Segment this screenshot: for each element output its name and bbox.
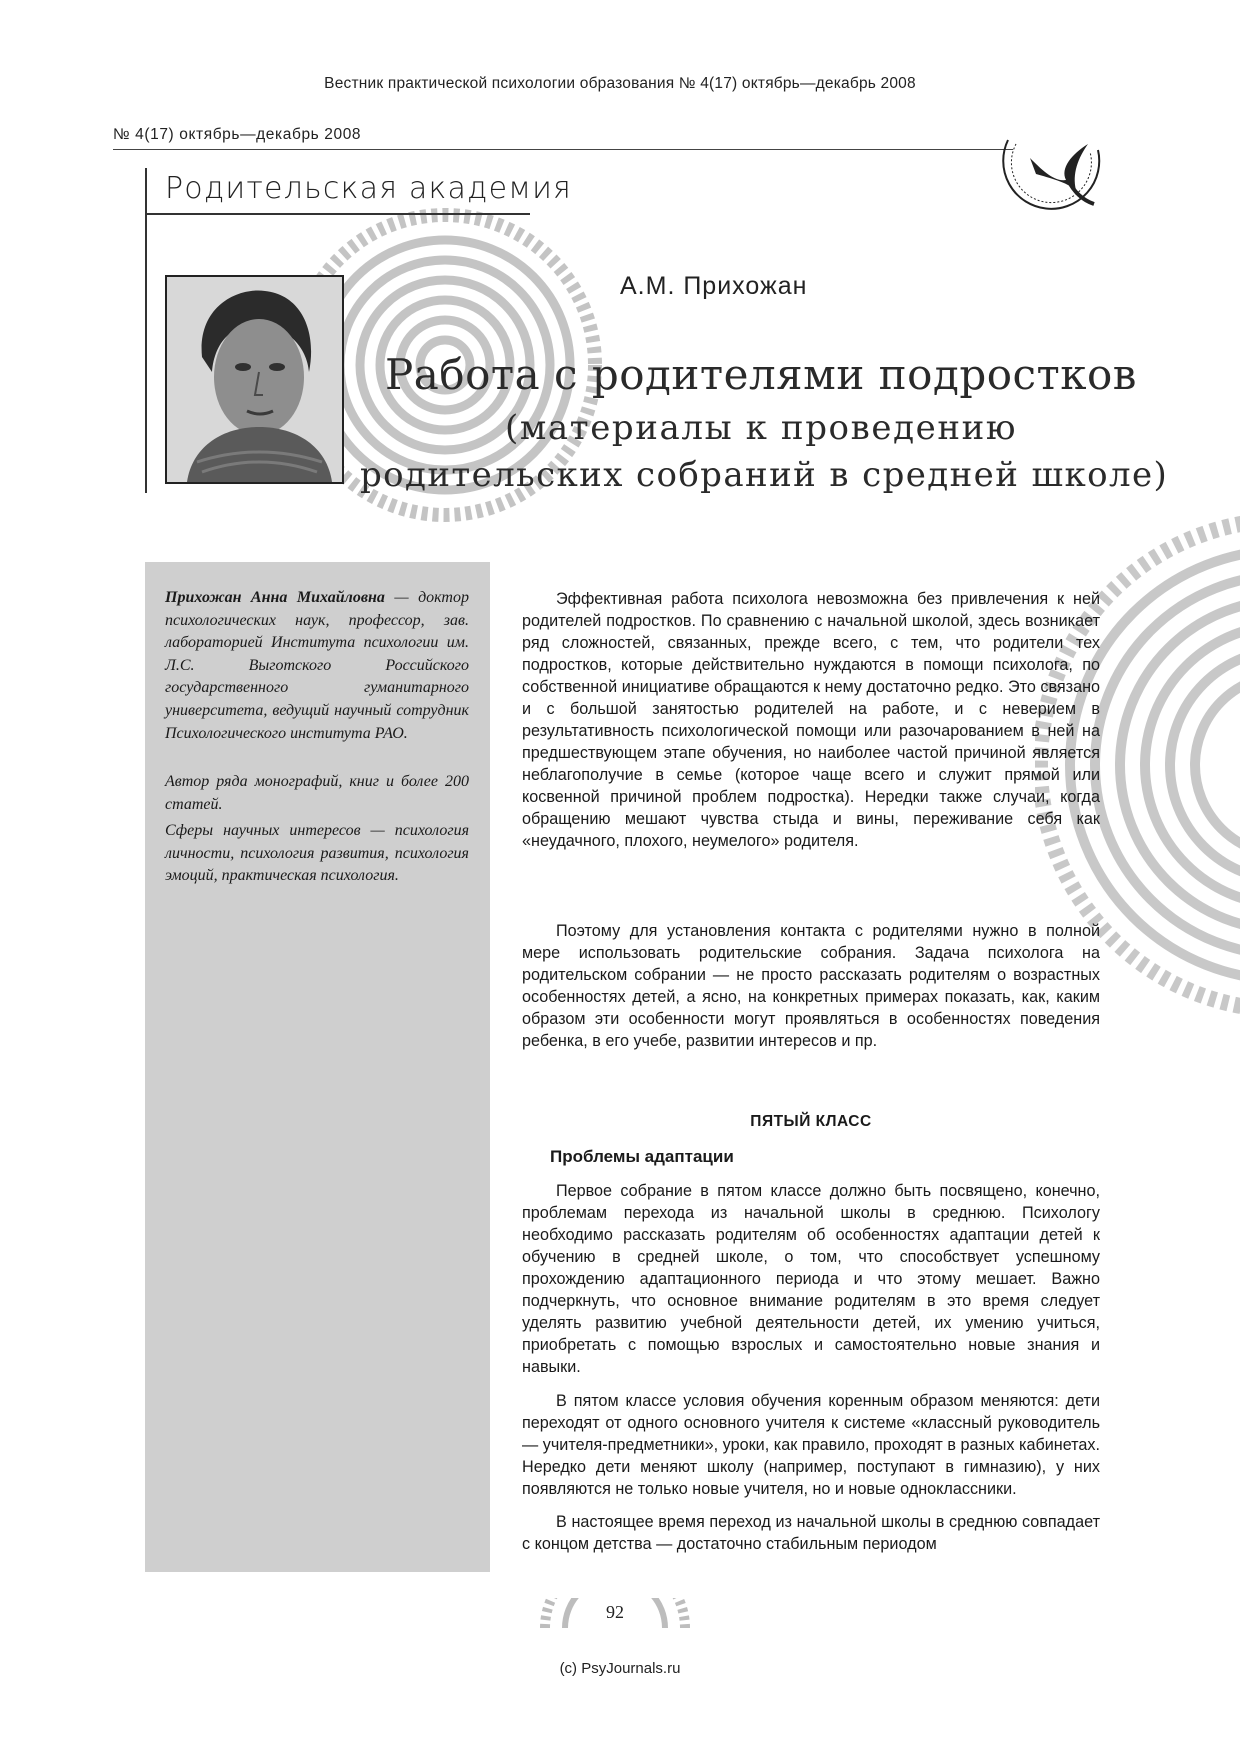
portrait-image [167,277,342,482]
author-bio [165,587,469,745]
copyright: (c) PsyJournals.ru [559,1660,681,1677]
subsection-heading: Проблемы адаптации [550,1147,734,1166]
body-paragraph: В настоящее время переход из начальной школы в среднюю совпадает с концом детства — достаточно стабильным периодом [522,1513,1100,1553]
author-bio-text: — доктор психологических наук, профессор, зав. лабораторией Института психологии им. Л.С. Выготского Российского государственного гуманитарного университета, ведущий научный сотрудник Психологического института РАО. [165,589,469,742]
section-heading: ПЯТЫЙ КЛАСС [750,1113,872,1130]
author-works: Автор ряда монографий, книг и более 200 статей. [165,773,469,813]
article-author: А.М. Прихожан [620,272,808,300]
author-portrait [165,275,344,484]
article-title-line-3: родительских собраний в средней школе) [360,455,1169,495]
section-title: Родительская академия [165,171,572,206]
page-number: 92 [606,1602,624,1622]
body-paragraph: Поэтому для установления контакта с родителями нужно в полной мере использовать родительские собрания. Задача психолога на родительском собрании — не просто рассказать родителям о возрастных особенностях детей, а ясно, на конкретных примерах показать, как, каким образом эти особенности могут проявляться в особенностях поведения ребенка, в его учебе, развитии интересов и пр. [522,922,1100,1050]
section-underline [145,213,530,215]
article-title-line-1: Работа с родителями подростков [385,350,1137,399]
body-paragraph: Первое собрание в пятом классе должно быть посвящено, конечно, проблемам перехода из начальной школы в среднюю. Психологу необходимо рассказать родителям об особенностях адаптации детей к обучению в средней школе, о том, что способствует успешному прохождению адаптационного периода и что этому мешает. Важно подчеркнуть, что основное внимание родителям в это время следует уделять развитию учебной деятельности детей, их умению учиться, приобретать с помощью взрослых и самостоятельно новые знания и навыки. [522,1182,1100,1376]
issue-line: № 4(17) октябрь—декабрь 2008 [113,126,362,143]
journal-logo [990,120,1120,225]
author-bio-name: Прихожан Анна Михайловна [165,589,385,606]
section-side-bar [145,168,147,493]
author-interests: Сферы научных интересов — психология личности, психология развития, психология эмоций, практическая психология. [165,822,469,885]
journal-title: Вестник практической психологии образования № 4(17) октябрь—декабрь 2008 [324,75,916,92]
body-paragraph: В пятом классе условия обучения коренным образом меняются: дети переходят от одного основного учителя к системе «классный руководитель — учителя-предметники», уроки, как правило, проходят в разных кабинетах. Нередко дети меняют школу (например, поступают в гимназию), у них появляются не только новые учителя, но и новые одноклассники. [522,1392,1100,1498]
header-rule [113,149,1013,150]
article-title-line-2: (материалы к проведению [505,408,1018,448]
body-paragraph: Эффективная работа психолога невозможна без привлечения к ней родителей подростков. По сравнению с начальной школой, здесь возникает ряд сложностей, связанных, прежде всего, с тем, что родители тех подростков, которые действительно нуждаются в помощи психолога, по собственной инициативе обращаются к нему достаточно редко. Это связано и с большой занятостью родителей на работе, и с неверием в результативность психологической помощи или разочарованием в ней на предшествующем этапе обучения, но наиболее частой причиной является неблагополучие в семье (которое чаще всего и служит прямой или косвенной причиной проблем подростка). Нередки также случаи, когда обращению мешают чувства стыда и вины, переживание себя как «неудачного, плохого, неумелого» родителя. [522,590,1101,850]
